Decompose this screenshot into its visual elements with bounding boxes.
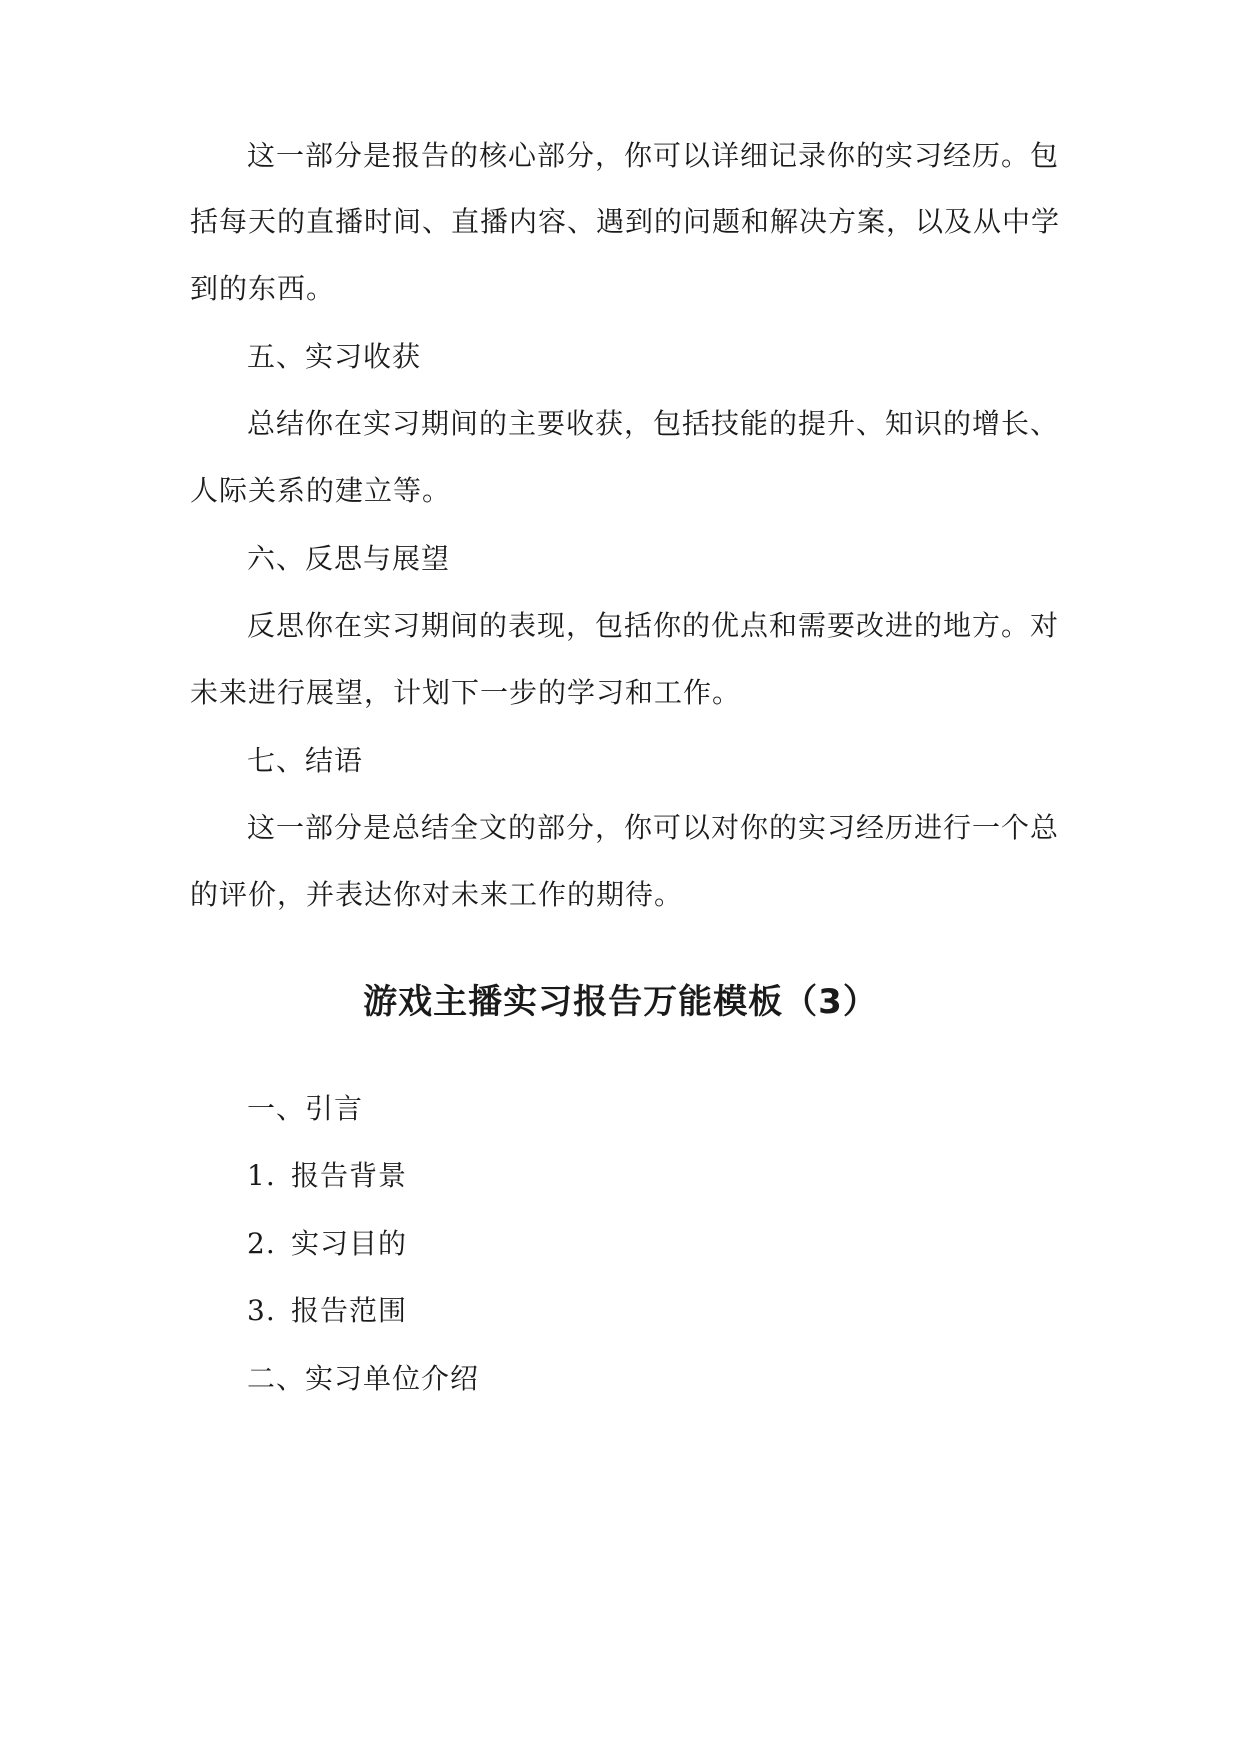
list-item-number: 2. xyxy=(247,1227,276,1260)
paragraph-line: 人际关系的建立等。 xyxy=(190,474,452,507)
list-item-number: 3. xyxy=(247,1294,276,1327)
paragraph-line: 这一部分是报告的核心部分，你可以详细记录你的实习经历。包 xyxy=(247,139,1060,172)
paragraph-line: 这一部分是总结全文的部分，你可以对你的实习经历进行一个总 xyxy=(247,811,1060,844)
paragraph-line: 未来进行展望，计划下一步的学习和工作。 xyxy=(190,676,742,709)
document-title: 游戏主播实习报告万能模板（3） xyxy=(363,982,878,1022)
list-item xyxy=(247,1156,407,1196)
list-item xyxy=(247,1224,407,1264)
section-heading: 七、结语 xyxy=(247,744,364,777)
list-item-text: 实习目的 xyxy=(291,1227,408,1260)
section-heading: 二、实习单位介绍 xyxy=(247,1362,480,1395)
section-heading: 六、反思与展望 xyxy=(247,542,451,575)
section-heading: 一、引言 xyxy=(247,1092,364,1125)
section-heading: 五、实习收获 xyxy=(247,340,422,373)
list-item xyxy=(247,1291,407,1331)
paragraph-line: 到的东西。 xyxy=(190,272,336,305)
paragraph-line: 总结你在实习期间的主要收获，包括技能的提升、知识的增长、 xyxy=(247,407,1060,440)
paragraph-line: 反思你在实习期间的表现，包括你的优点和需要改进的地方。对 xyxy=(247,609,1060,642)
paragraph-line: 括每天的直播时间、直播内容、遇到的问题和解决方案，以及从中学 xyxy=(190,205,1061,238)
list-item-text: 报告背景 xyxy=(291,1159,408,1192)
list-item-text: 报告范围 xyxy=(291,1294,408,1327)
list-item-number: 1. xyxy=(247,1159,276,1192)
paragraph-line: 的评价，并表达你对未来工作的期待。 xyxy=(190,878,684,911)
